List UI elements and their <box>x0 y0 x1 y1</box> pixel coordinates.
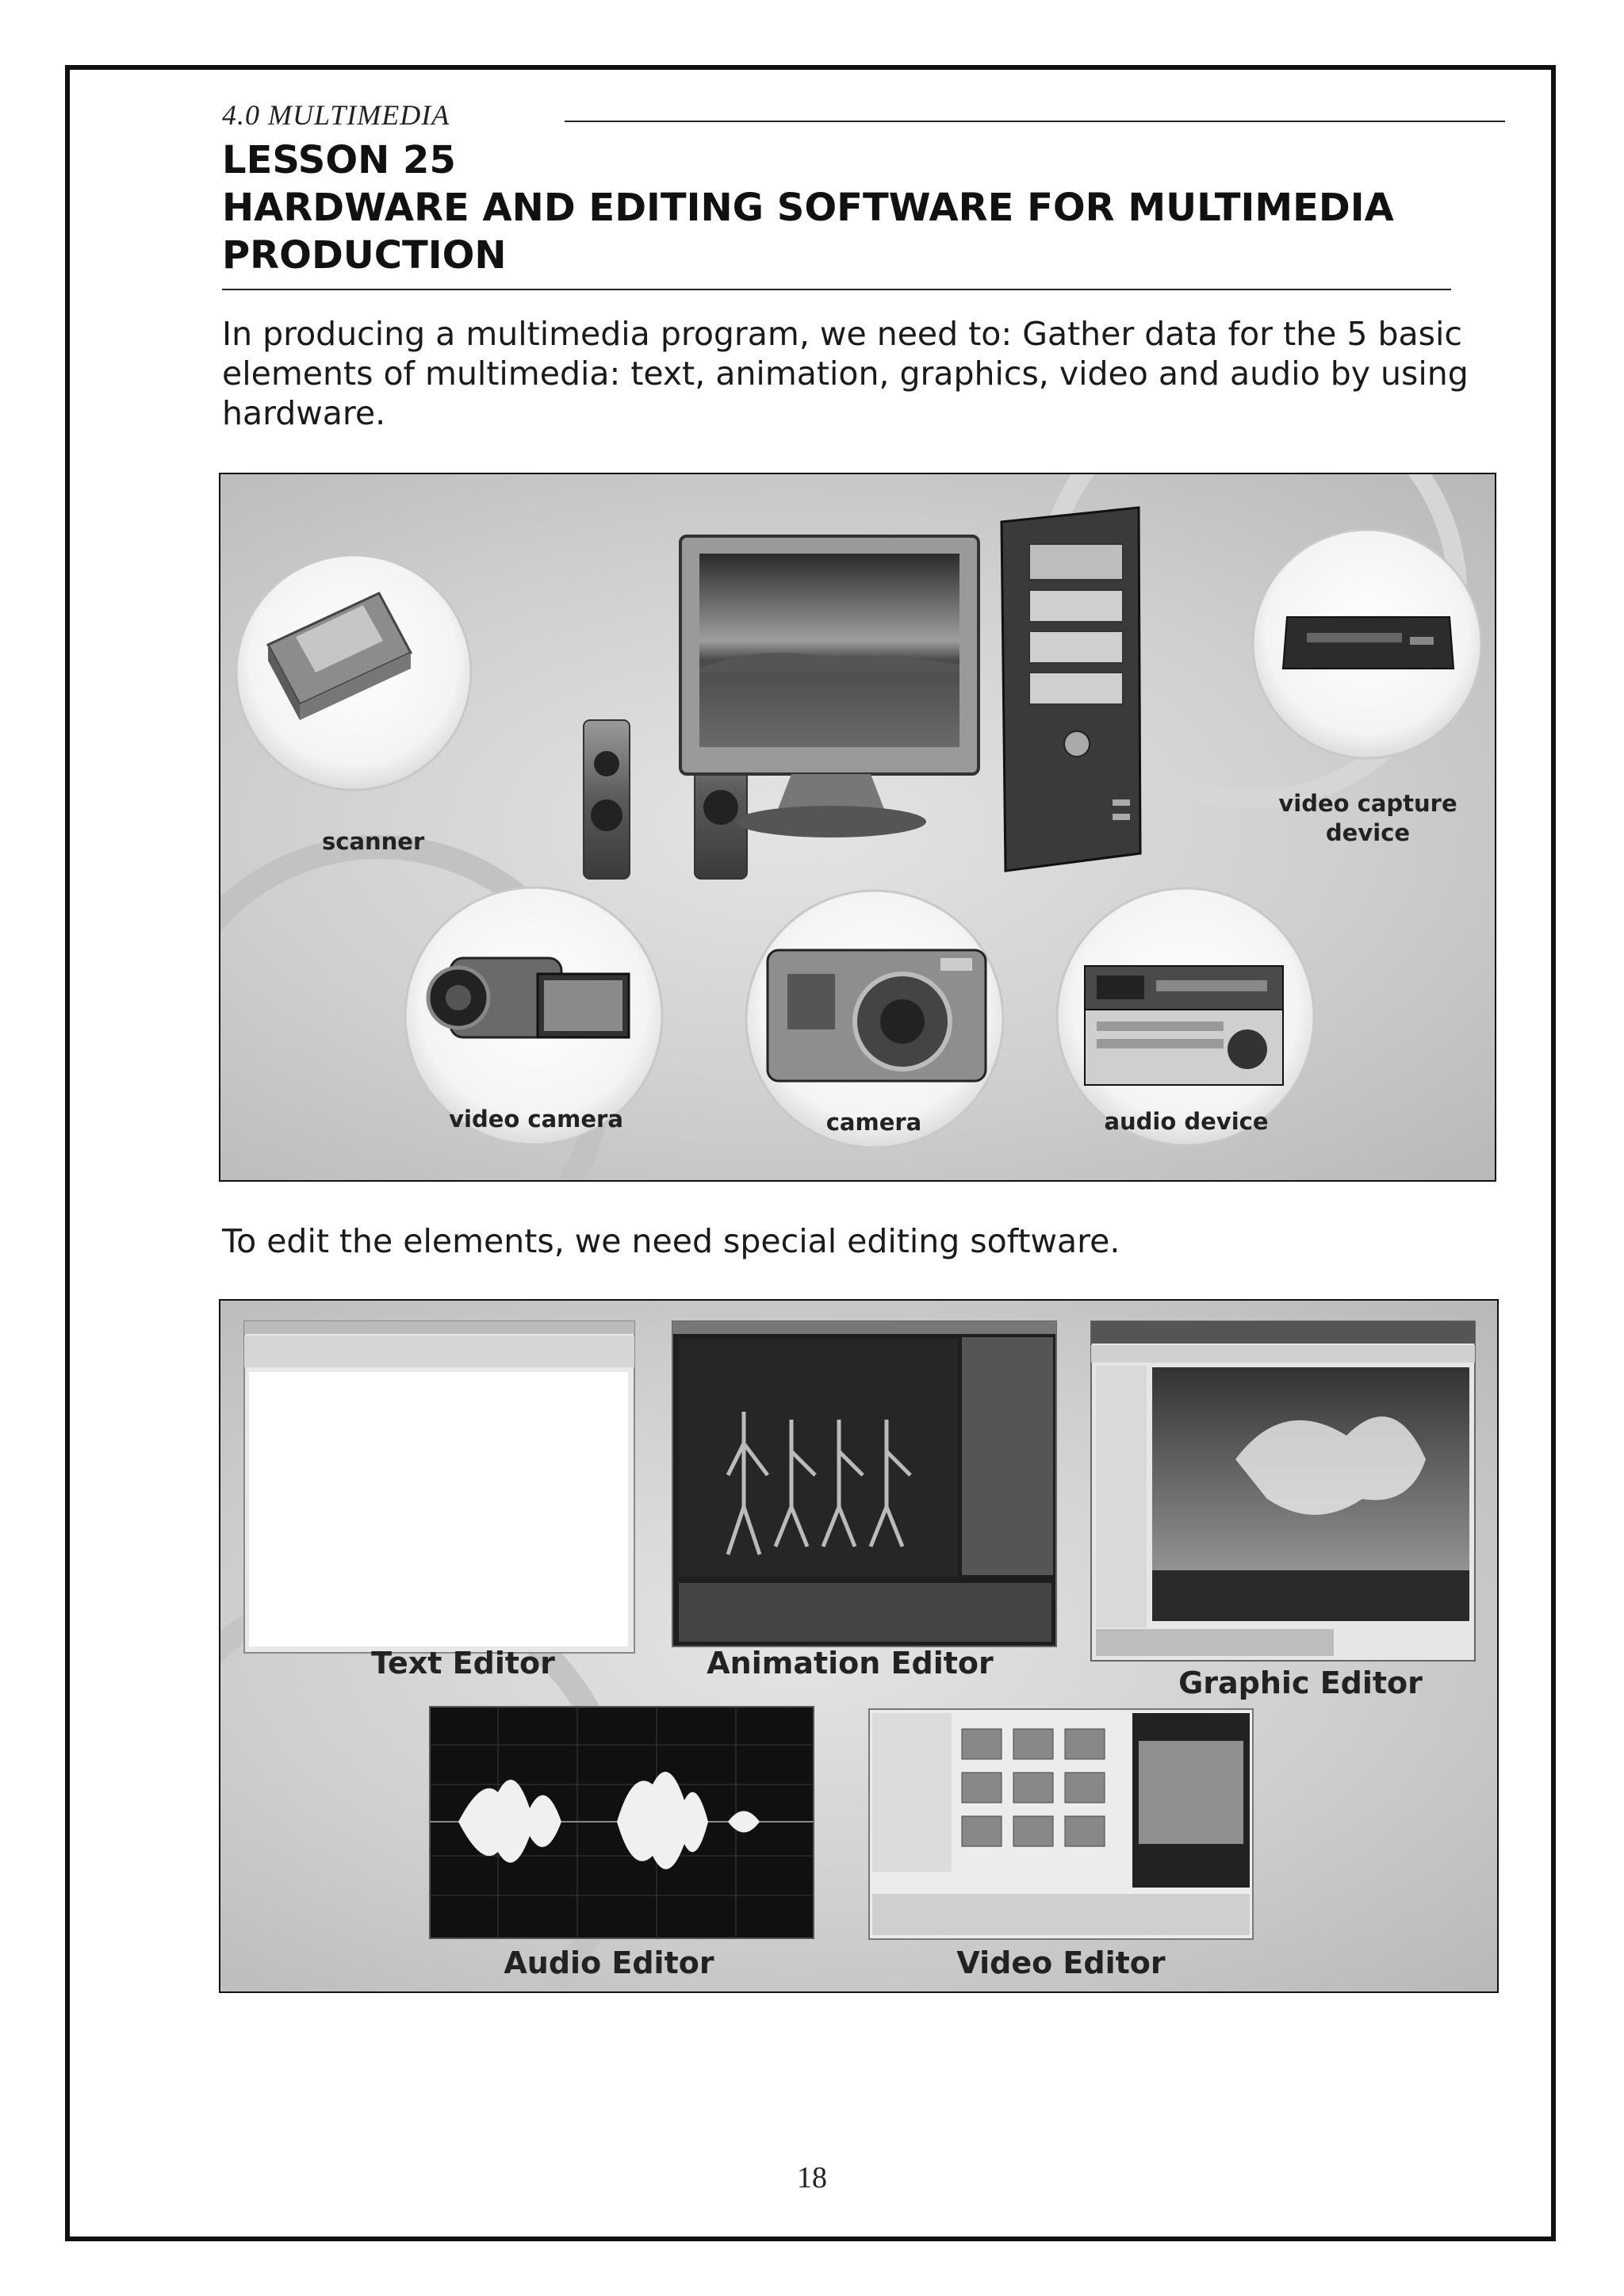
video-capture-device-item <box>1253 530 1481 846</box>
page-number: 18 <box>797 2161 827 2194</box>
animation-editor-label: Animation Editor <box>707 1646 994 1681</box>
video-capture-device-icon <box>1283 617 1454 669</box>
software-illustration <box>220 1301 1497 1991</box>
audio-device-item <box>1057 888 1314 1145</box>
graphic-editor-screenshot <box>1091 1321 1475 1661</box>
lesson-title: HARDWARE AND EDITING SOFTWARE FOR MULTIMEDIA PRODUCTION <box>222 186 1394 278</box>
software-figure <box>219 1299 1499 1993</box>
text-editor-screenshot <box>244 1321 634 1653</box>
section-label: 4.0 MULTIMEDIA <box>222 99 450 131</box>
audio-device-label: audio device <box>1104 1108 1269 1135</box>
scanner-item <box>236 555 471 855</box>
text-editor-label: Text Editor <box>371 1646 555 1681</box>
camera-label: camera <box>825 1109 922 1136</box>
video-capture-label-line1: video capture <box>1278 790 1457 817</box>
video-camera-label: video camera <box>449 1106 623 1133</box>
title-rule <box>222 289 1451 290</box>
graphic-editor-label: Graphic Editor <box>1178 1665 1423 1700</box>
audio-editor-label: Audio Editor <box>504 1945 714 1980</box>
editing-paragraph: To edit the elements, we need special editing software. <box>222 1222 1120 1260</box>
intro-paragraph: In producing a multimedia program, we need to: Gather data for the 5 basic elements of multimedia: text, animation, graphics, video and audio by using hardware. <box>222 315 1469 432</box>
hardware-illustration <box>220 474 1495 1180</box>
computer-tower-icon <box>1002 508 1140 871</box>
lesson-heading <box>222 136 1522 279</box>
section-rule <box>565 121 1505 122</box>
lesson-number: LESSON 25 <box>222 138 456 182</box>
video-editor-screenshot <box>869 1709 1253 1939</box>
hardware-figure <box>219 473 1496 1182</box>
animation-editor-screenshot <box>672 1321 1056 1646</box>
video-camera-item <box>405 887 662 1144</box>
video-capture-label-line2: device <box>1325 819 1411 846</box>
audio-editor-screenshot <box>430 1707 814 1938</box>
audio-device-icon <box>1085 966 1283 1085</box>
camera-icon <box>768 950 986 1081</box>
video-editor-label: Video Editor <box>956 1945 1166 1980</box>
camera-item <box>746 891 1003 1148</box>
scanner-label: scanner <box>322 828 425 855</box>
